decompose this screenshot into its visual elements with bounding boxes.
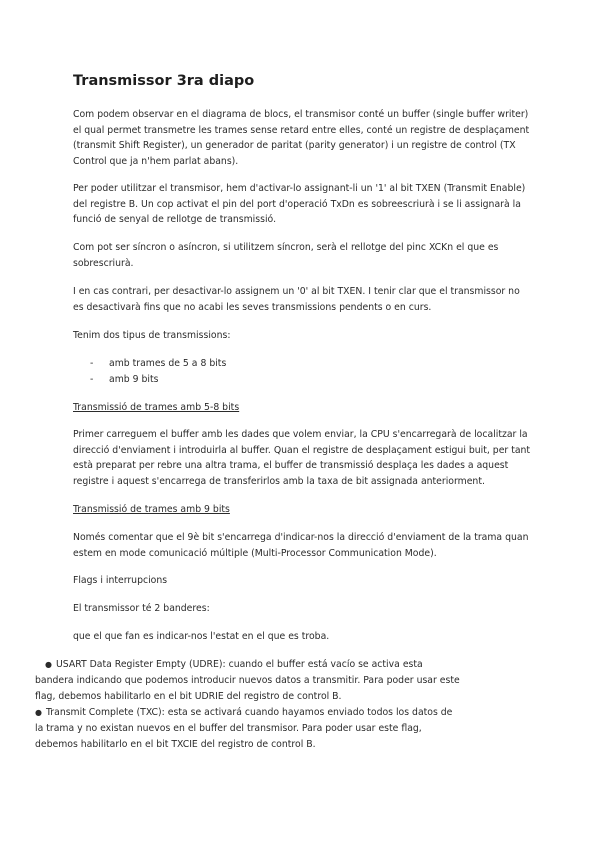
list-item-text: amb trames de 5 a 8 bits <box>109 358 227 369</box>
paragraph-activate-transmitter: Per poder utilitzar el transmisor, hem d'activar-lo assignant-li un '1' al bit TXEN (Transmit Enable) del registre B. Un cop activat el pin del port d'operació TxDn es sobreescriurà i se li assignarà la funció de senyal de rellotge de transmissió. <box>73 183 526 226</box>
bullet-item-text: USART Data Register Empty (UDRE): cuando el buffer está vacío se activa <box>55 659 400 670</box>
list-dash: - <box>90 373 94 385</box>
paragraph-9-bits: Només comentar que el 9è bit s'encarrega d'indicar-nos la direcció d'enviament de la trama quan estem en mode comunicació múltiple (Multi-Processor Communication Mode). <box>73 532 529 559</box>
bullet-item-continuation: esta bandera indicando que podemos introducir nuevos datos a transmitir. Para poder usar este flag, debemos habilitarlo en el bit UDRIE del registro de control B. <box>35 659 460 702</box>
paragraph-deactivate: I en cas contrari, per desactivar-lo assignem un '0' al bit TXEN. I tenir clar que el transmissor no es desactivarà fins que no acabi les seves transmissions pendents o en curs. <box>73 286 520 313</box>
bullet-item-text: Transmit Complete (TXC): esta se activará cuando hayamos enviado todos los datos de la trama y no existan nuevos en el buffer del transmisor. Para poder usar este flag, debemos habilitarlo en el bit TXCIE del registro de control B. <box>35 707 453 750</box>
list-dash: - <box>90 358 94 369</box>
section-heading-9-bits: Transmissió de trames amb 9 bits <box>73 504 230 515</box>
section-heading-5-8-bits: Transmissió de trames amb 5-8 bits <box>73 402 240 413</box>
paragraph-flags-heading: Flags i interrupcions <box>73 575 168 586</box>
list-item <box>90 372 226 388</box>
paragraph-transmission-types-intro: Tenim dos tipus de transmissions: <box>73 330 231 341</box>
paragraph-block-diagram: Com podem observar en el diagrama de blocs, el transmisor conté un buffer (single buffer writer) el qual permet transmetre les trames sense retard entre elles, conté un registre de desplaçament (transmit Shift Register), un generador de paritat (parity generator) i un registre de control (TX Control que ja n'hem parlat abans). <box>73 109 530 167</box>
paragraph-flags-count: El transmissor té 2 banderes: <box>73 603 210 614</box>
bullet-item-txc <box>35 705 460 753</box>
bullet-dot-icon: ● <box>35 708 42 717</box>
paragraph-sync-async: Com pot ser síncron o asíncron, si utilitzem síncron, serà el rellotge del pinc XCKn el que es sobrescriurà. <box>73 242 499 269</box>
page-title: Transmissor 3ra diapo <box>73 73 255 89</box>
flags-bullet-list <box>35 657 460 753</box>
transmission-types-list <box>90 356 226 387</box>
bullet-dot-icon: ● <box>45 660 52 669</box>
list-item <box>90 356 226 372</box>
list-item-text: amb 9 bits <box>109 373 159 385</box>
paragraph-5-8-bits: Primer carreguem el buffer amb les dades que volem enviar, la CPU s'encarregarà de localitzar la direcció d'enviament i introduirla al buffer. Quan el registre de desplaçament estigui buit, per tant està preparat per rebre una altra trama, el buffer de transmissió desplaça les dades a aquest registre i aquest s'encarrega de transferirlos amb la taxa de bit assignada anteriorment. <box>73 429 531 487</box>
bullet-item-udre <box>35 657 460 705</box>
paragraph-flags-purpose: que el que fan es indicar-nos l'estat en el que es troba. <box>73 631 330 642</box>
